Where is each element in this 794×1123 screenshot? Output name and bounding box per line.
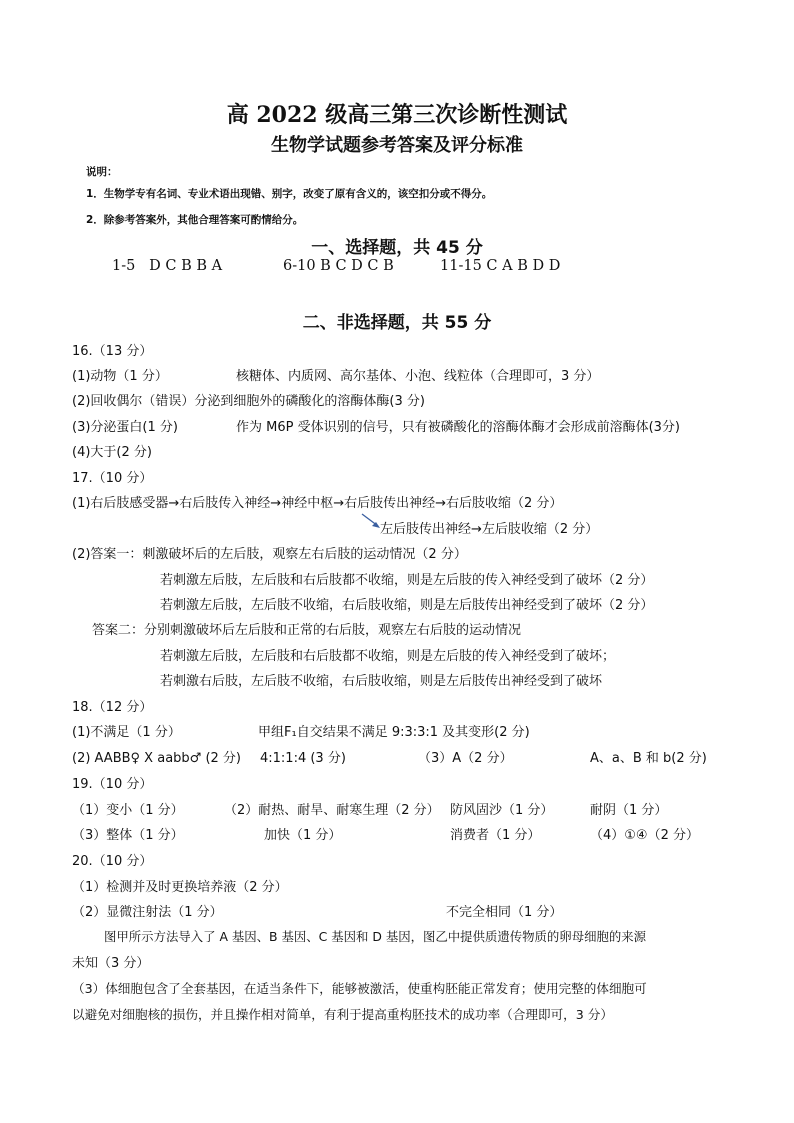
q19-answer-2c: 耐阴（1 分）	[590, 803, 668, 818]
q20-answer-2: （2）显微注射法（1 分）	[72, 905, 223, 920]
note-1: 1．生物学专有名词、专业术语出现错、别字，改变了原有含义的，该空扣分或不得分。	[86, 188, 493, 200]
q17-answer-2e: 若刺激左后肢，左后肢和右后肢都不收缩，则是左后肢的传入神经受到了破坏；	[160, 649, 616, 664]
q16-answer-2: (2)回收偶尔（错误）分泌到细胞外的磷酸化的溶酶体酶(3 分)	[72, 394, 425, 409]
q19-heading: 19.（10 分）	[72, 777, 153, 792]
q19-answer-4: （4）①④（2 分）	[590, 828, 699, 843]
q19-answer-3: （3）整体（1 分）	[72, 828, 184, 843]
q20-answer-2c: 图甲所示方法导入了 A 基因、B 基因、C 基因和 D 基因，图乙中提供质遗传物质的卵母细胞的来源	[104, 929, 647, 944]
q18-answer-1: (1)不满足（1 分）	[72, 725, 181, 740]
q16-answer-3b: 作为 M6P 受体识别的信号，只有被磷酸化的溶酶体酶才会形成前溶酶体(3分)	[236, 420, 681, 435]
q17-answer-2: (2)答案一：刺激破坏后的左后肢，观察左右后肢的运动情况（2 分）	[72, 547, 467, 562]
q19-answer-1: （1）变小（1 分）	[72, 803, 184, 818]
q17-answer-1b: 左后肢传出神经→左后肢收缩（2 分）	[380, 522, 599, 537]
q20-answer-2b: 不完全相同（1 分）	[446, 905, 563, 920]
q20-heading: 20.（10 分）	[72, 854, 153, 869]
q16-answer-4: (4)大于(2 分)	[72, 445, 152, 460]
q17-answer-1: (1)右后肢感受器→右后肢传入神经→神经中枢→右后肢传出神经→右后肢收缩（2 分）	[72, 496, 563, 511]
section1-heading: 一、选择题，共 45 分	[311, 238, 483, 258]
q19-answer-3c: 消费者（1 分）	[450, 828, 541, 843]
q19-answer-3b: 加快（1 分）	[264, 828, 342, 843]
q20-answer-2d: 未知（3 分）	[72, 956, 150, 971]
q16-answer-1: (1)动物（1 分）	[72, 369, 168, 384]
q17-heading: 17.（10 分）	[72, 471, 153, 486]
q18-answer-1b: 甲组F₁自交结果不满足 9:3:3:1 及其变形(2 分)	[258, 725, 530, 740]
mc-answers-6-10: 6-10 B C D C B	[283, 258, 394, 274]
q17-answer-2c: 若刺激左后肢，左后肢不收缩，右后肢收缩，则是左后肢传出神经受到了破坏（2 分）	[160, 598, 654, 613]
notes-label: 说明：	[86, 166, 118, 178]
q17-answer-2b: 若刺激左后肢，左后肢和右后肢都不收缩，则是左后肢的传入神经受到了破坏（2 分）	[160, 573, 654, 588]
q16-heading: 16.（13 分）	[72, 344, 153, 359]
q18-answer-3: （3）A（2 分）	[418, 751, 513, 766]
q18-answer-3b: A、a、B 和 b(2 分)	[590, 751, 707, 766]
note-2: 2．除参考答案外，其他合理答案可酌情给分。	[86, 214, 304, 226]
section2-heading: 二、非选择题，共 55 分	[302, 313, 492, 333]
page-subtitle: 生物学试题参考答案及评分标准	[271, 135, 523, 156]
q18-heading: 18.（12 分）	[72, 700, 153, 715]
q19-answer-2: （2）耐热、耐旱、耐寒生理（2 分）	[224, 803, 440, 818]
q20-answer-3b: 以避免对细胞核的损伤，并且操作相对简单，有利于提高重构胚技术的成功率（合理即可，3 分）	[72, 1007, 613, 1022]
q17-answer-2d: 答案二：分别刺激破坏后左后肢和正常的右后肢，观察左右后肢的运动情况	[92, 623, 522, 638]
page-title: 高 2022 级高三第三次诊断性测试	[226, 102, 568, 128]
q20-answer-3: （3）体细胞包含了全套基因，在适当条件下，能够被激活，使重构胚能正常发育；使用完整的体细胞可	[72, 981, 647, 996]
mc-answers-1-5: 1-5 D C B B A	[112, 258, 223, 274]
mc-answers-11-15: 11-15 C A B D D	[440, 258, 561, 274]
q19-answer-2b: 防风固沙（1 分）	[450, 803, 554, 818]
q18-answer-2b: 4:1:1:4 (3 分)	[260, 751, 346, 766]
q20-answer-1: （1）检测并及时更换培养液（2 分）	[72, 880, 288, 895]
q16-answer-1b: 核糖体、内质网、高尔基体、小泡、线粒体（合理即可，3 分）	[236, 369, 600, 384]
q17-answer-2f: 若刺激右后肢，左后肢不收缩，右后肢收缩，则是左后肢传出神经受到了破坏	[160, 674, 603, 689]
q16-answer-3: (3)分泌蛋白(1 分)	[72, 420, 178, 435]
q18-answer-2: (2) AABB♀ X aabb♂ (2 分)	[72, 751, 241, 766]
